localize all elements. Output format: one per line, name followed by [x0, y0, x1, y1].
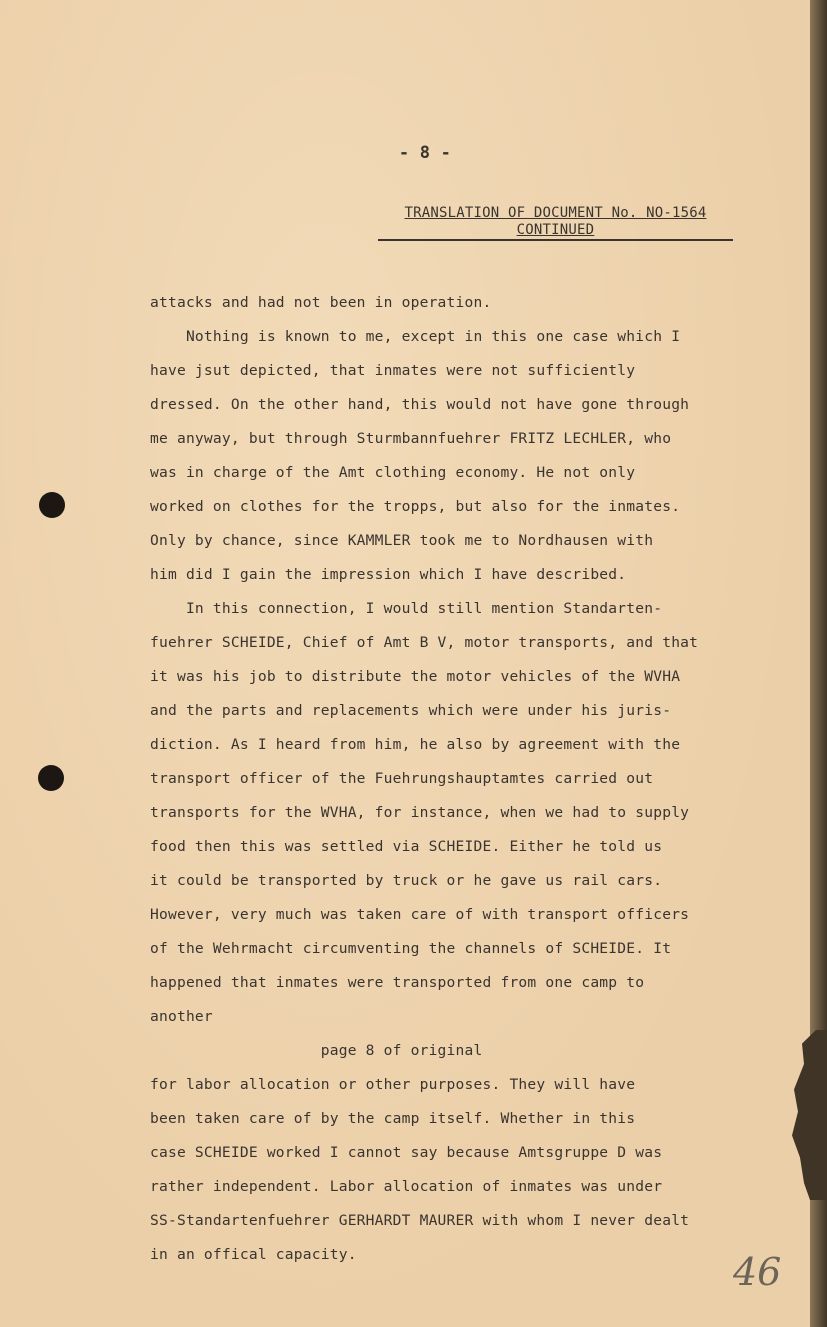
text-line: have jsut depicted, that inmates were not sufficiently — [150, 362, 636, 379]
text-line: diction. As I heard from him, he also by agreement with the — [150, 736, 681, 753]
punch-hole — [39, 492, 65, 518]
text-line: it was his job to distribute the motor vehicles of the WVHA — [150, 668, 681, 685]
heading-title: TRANSLATION OF DOCUMENT No. NO-1564 — [404, 205, 707, 221]
text-line: Nothing is known to me, except in this one case which I — [150, 328, 681, 345]
text-line: him did I gain the impression which I have described. — [150, 566, 627, 583]
punch-hole — [38, 765, 64, 791]
text-line: However, very much was taken care of with transport officers — [150, 906, 690, 923]
handwritten-folio-number: 46 — [733, 1250, 782, 1294]
body-text — [150, 286, 790, 1272]
text-line: SS-Standartenfuehrer GERHARDT MAURER with whom I never dealt — [150, 1212, 690, 1229]
text-line: worked on clothes for the tropps, but also for the inmates. — [150, 498, 681, 515]
text-line: for labor allocation or other purposes. They will have — [150, 1076, 636, 1093]
text-line: rather independent. Labor allocation of inmates was under — [150, 1178, 663, 1195]
page-number: - 8 - — [398, 143, 452, 163]
text-line: In this connection, I would still mention Standarten- — [150, 600, 663, 617]
text-line: another — [150, 1008, 213, 1025]
text-line: Only by chance, since KAMMLER took me to Nordhausen with — [150, 532, 654, 549]
text-line: attacks and had not been in operation. — [150, 294, 492, 311]
text-line: me anyway, but through Sturmbannfuehrer FRITZ LECHLER, who — [150, 430, 672, 447]
heading-continued: CONTINUED — [516, 222, 595, 238]
text-line: been taken care of by the camp itself. Whether in this — [150, 1110, 636, 1127]
text-line: fuehrer SCHEIDE, Chief of Amt B V, motor transports, and that — [150, 634, 699, 651]
text-line: dressed. On the other hand, this would not have gone through — [150, 396, 690, 413]
text-line: it could be transported by truck or he gave us rail cars. — [150, 872, 663, 889]
text-line: in an offical capacity. — [150, 1246, 357, 1263]
text-line: of the Wehrmacht circumventing the channels of SCHEIDE. It — [150, 940, 672, 957]
document-heading — [378, 205, 733, 239]
text-line: case SCHEIDE worked I cannot say because Amtsgruppe D was — [150, 1144, 663, 1161]
text-line: was in charge of the Amt clothing economy. He not only — [150, 464, 636, 481]
text-line: transports for the WVHA, for instance, when we had to supply — [150, 804, 690, 821]
text-line: happened that inmates were transported from one camp to — [150, 974, 645, 991]
text-line: and the parts and replacements which were under his juris- — [150, 702, 672, 719]
page-reference: page 8 of original — [150, 1042, 483, 1059]
heading-underline — [378, 239, 733, 241]
text-line: transport officer of the Fuehrungshauptamtes carried out — [150, 770, 654, 787]
text-line: food then this was settled via SCHEIDE. Either he told us — [150, 838, 663, 855]
